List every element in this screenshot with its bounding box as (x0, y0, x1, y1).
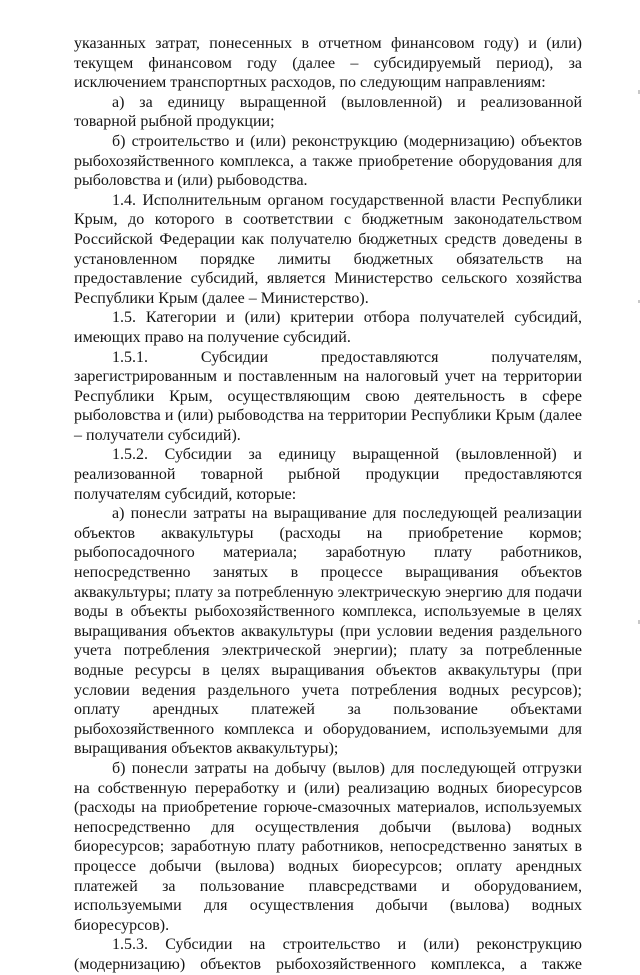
paragraph-1-5-1: 1.5.1. Субсидии предоставляются получателям, зарегистрированным и поставленным на налоговый учет на территории Республики Крым, осуществляющим свою деятельность в сфере рыболовства и (или) рыбоводства на территории Республики Крым (далее – получатели субсидий). (74, 348, 582, 444)
paragraph-1-4: 1.4. Исполнительным органом государственной власти Республики Крым, до которого в соответствии с бюджетным законодательством Российской Федерации как получателю бюджетных средств доведены в установленном порядке лимиты бюджетных обязательств на предоставление субсидий, является Министерство сельского хозяйства Республики Крым (далее – Министерство). (74, 191, 582, 307)
paragraph-1-5: 1.5. Категории и (или) критерии отбора получателей субсидий, имеющих право на получение субсидий. (74, 309, 582, 346)
paragraph-1-5-2: 1.5.2. Субсидии за единицу выращенной (выловленной) и реализованной товарной рыбной продукции предоставляются получателям субсидий, которые: (74, 446, 582, 503)
paragraph-1-5-2-a: а) понесли затраты на выращивание для последующей реализации объектов аквакультуры (расходы на приобретение кормов; рыбопосадочного материала; заработную плату работников, непосредственно занятых в процессе выращивания объектов аквакультуры; плату за потребленную электрическую энергию для подачи воды в объекты рыбохозяйственного комплекса, используемые в целях выращивания объектов аквакультуры (при условии ведения раздельного учета потребления электрической энергии); плату за потребленные водные ресурсы в целях выращивания объектов аквакультуры (при условии ведения раздельного учета потребления водных ресурсов); оплату арендных платежей за пользование объектами рыбохозяйственного комплекса и оборудованием, используемыми для выращивания объектов аквакультуры); (74, 505, 582, 758)
paragraph-1-5-3: 1.5.3. Субсидии на строительство и (или) реконструкцию (модернизацию) объектов рыбохозяйственного комплекса, а также (74, 936, 582, 973)
paragraph-1-5-2-b: б) понесли затраты на добычу (вылов) для последующей отгрузки на собственную переработку и (или) реализацию водных биоресурсов (расходы на приобретение горюче-смазочных материалов, используемых непосредственно для осуществления добычи (вылова) водных биоресурсов; заработную плату работников, непосредственно занятых в процессе добычи (вылова) водных биоресурсов; оплату арендных платежей за пользование плавсредствами и оборудованием, используемыми для осуществления добычи (вылова) водных биоресурсов). (74, 759, 582, 934)
paragraph-continuation: указанных затрат, понесенных в отчетном финансовом году) и (или) текущем финансовом году (далее – субсидируемый период), за исключением транспортных расходов, по следующим направлениям: (74, 35, 582, 92)
paragraph-item-a: а) за единицу выращенной (выловленной) и реализованной товарной рыбной продукции; (74, 93, 582, 131)
paragraph-item-b: б) строительство и (или) реконструкцию (модернизацию) объектов рыбохозяйственного комплекса, а также приобретение оборудования для рыболовства и (или) рыбоводства. (74, 132, 582, 190)
document-body (74, 34, 582, 975)
